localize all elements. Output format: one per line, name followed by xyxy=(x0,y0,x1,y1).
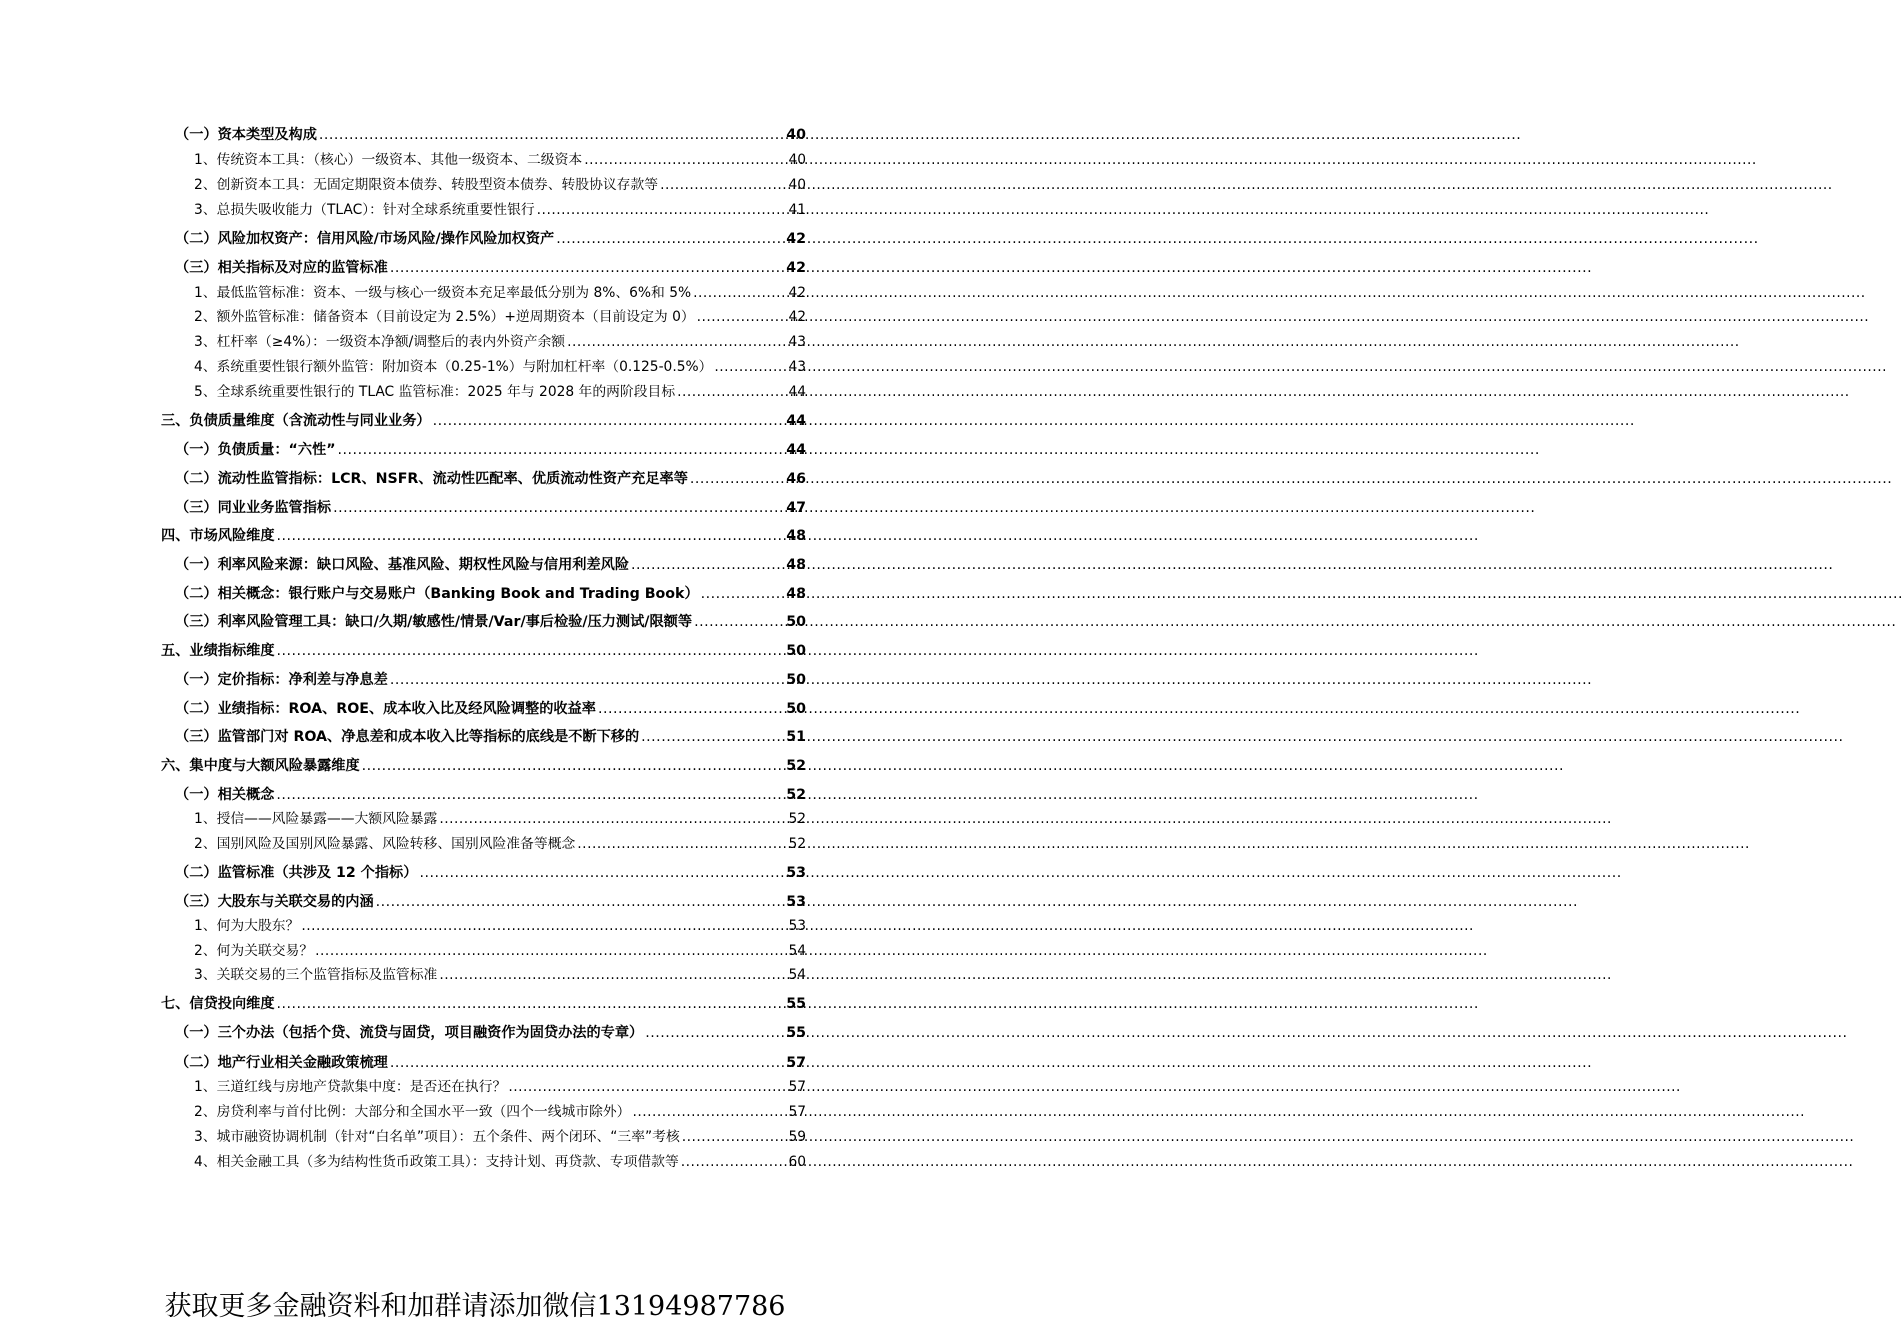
toc-entry-title: 1、三道红线与房地产贷款集中度：是否还在执行？ xyxy=(194,1079,507,1095)
toc-entry[interactable] xyxy=(161,640,806,660)
toc-leader-dots xyxy=(376,894,785,910)
toc-page-number: 51 xyxy=(786,729,806,745)
toc-page-number: 52 xyxy=(786,758,806,774)
toc-leader-dots xyxy=(690,471,784,487)
toc-leader-dots xyxy=(697,309,787,325)
toc-entry[interactable] xyxy=(175,583,806,603)
toc-entry-title: 4、系统重要性银行额外监管：附加资本（0.25-1%）与附加杠杆率（0.125-0.5%） xyxy=(194,359,713,375)
toc-entry[interactable] xyxy=(175,124,806,144)
toc-leader-dots xyxy=(277,528,785,544)
toc-page-number: 42 xyxy=(788,309,806,325)
toc-leader-dots xyxy=(694,614,784,630)
toc-leader-dots xyxy=(631,557,784,573)
toc-entry-title: 2、国别风险及国别风险暴露、风险转移、国别风险准备等概念 xyxy=(194,836,576,852)
toc-entry-title: 3、杠杆率（≥4%）：一级资本净额/调整后的表内外资产余额 xyxy=(194,334,566,350)
toc-entry-title: （一）资本类型及构成 xyxy=(175,127,317,143)
toc-entry[interactable] xyxy=(175,439,806,459)
toc-entry[interactable] xyxy=(194,914,806,934)
toc-page-number: 48 xyxy=(786,586,806,602)
toc-leader-dots xyxy=(598,701,784,717)
toc-entry-title: 3、总损失吸收能力（TLAC）：针对全球系统重要性银行 xyxy=(194,202,535,218)
toc-entry[interactable] xyxy=(194,807,806,827)
toc-leader-dots xyxy=(681,1154,787,1170)
toc-entry-title: 2、何为关联交易？ xyxy=(194,943,314,959)
toc-page-number: 42 xyxy=(788,285,806,301)
toc-leader-dots xyxy=(537,202,787,218)
toc-leader-dots xyxy=(419,865,784,881)
toc-page-number: 52 xyxy=(788,836,806,852)
toc-entry-title: 1、最低监管标准：资本、一级与核心一级资本充足率最低分别为 8%、6%和 5% xyxy=(194,285,692,301)
toc-entry-title: 2、额外监管标准：储备资本（目前设定为 2.5%）+逆周期资本（目前设定为 0） xyxy=(194,309,695,325)
toc-page-number: 52 xyxy=(786,787,806,803)
toc-entry-title: （二）地产行业相关金融政策梳理 xyxy=(175,1055,388,1071)
toc-entry[interactable] xyxy=(194,305,806,325)
toc-leader-dots xyxy=(682,1129,787,1145)
toc-entry-title: （三）利率风险管理工具：缺口/久期/敏感性/情景/Var/事后检验/压力测试/限额等 xyxy=(175,614,693,630)
toc-page-number: 41 xyxy=(788,202,806,218)
toc-entry[interactable] xyxy=(175,669,806,689)
toc-page-number: 54 xyxy=(788,943,806,959)
toc-page-number: 40 xyxy=(786,127,806,143)
toc-entry-title: 2、创新资本工具：无固定期限资本债券、转股型资本债券、转股协议存款等 xyxy=(194,177,659,193)
toc-leader-dots xyxy=(277,996,785,1012)
toc-entry[interactable] xyxy=(194,1100,806,1120)
toc-entry-title: 1、传统资本工具：（核心）一级资本、其他一级资本、二级资本 xyxy=(194,152,583,168)
toc-page-number: 57 xyxy=(786,1055,806,1071)
toc-entry-title: （三）监管部门对 ROA、净息差和成本收入比等指标的底线是不断下移的 xyxy=(175,729,640,745)
toc-leader-dots xyxy=(645,1025,784,1041)
toc-entry[interactable] xyxy=(175,891,806,911)
toc-entry-title: （三）相关指标及对应的监管标准 xyxy=(175,260,388,276)
toc-page-number: 57 xyxy=(788,1079,806,1095)
toc-entry-title: 4、相关金融工具（多为结构性货币政策工具）：支持计划、再贷款、专项借款等 xyxy=(194,1154,679,1170)
toc-page-number: 50 xyxy=(786,643,806,659)
toc-leader-dots xyxy=(277,643,785,659)
toc-page-number: 43 xyxy=(788,334,806,350)
toc-entry-title: 1、授信——风险暴露——大额风险暴露 xyxy=(194,811,438,827)
toc-entry-title: （三）同业业务监管指标 xyxy=(175,500,332,516)
toc-leader-dots xyxy=(439,811,786,827)
toc-entry-title: （二）业绩指标：ROA、ROE、成本收入比及经风险调整的收益率 xyxy=(175,701,596,717)
toc-leader-dots xyxy=(577,836,786,852)
toc-page-number: 44 xyxy=(788,384,806,400)
toc-entry[interactable] xyxy=(175,1052,806,1072)
toc-page-number: 40 xyxy=(788,177,806,193)
toc-entry-title: 三、负债质量维度（含流动性与同业业务） xyxy=(161,413,431,429)
toc-leader-dots xyxy=(584,152,786,168)
toc-entry[interactable] xyxy=(161,525,806,545)
toc-entry[interactable] xyxy=(175,862,806,882)
toc-entry-title: 七、信贷投向维度 xyxy=(161,996,275,1012)
toc-page-number: 53 xyxy=(786,865,806,881)
toc-entry[interactable] xyxy=(175,784,806,804)
toc-entry-title: 五、业绩指标维度 xyxy=(161,643,275,659)
toc-entry-title: （一）三个办法（包括个贷、流贷与固贷，项目融资作为固贷办法的专章） xyxy=(175,1025,644,1041)
toc-leader-dots xyxy=(390,260,784,276)
toc-page-number: 53 xyxy=(788,918,806,934)
toc-page-number: 46 xyxy=(786,471,806,487)
toc-entry[interactable] xyxy=(175,468,806,488)
toc-entry[interactable] xyxy=(161,993,806,1013)
toc-entry[interactable] xyxy=(194,1150,806,1170)
toc-leader-dots xyxy=(660,177,786,193)
toc-entry-title: 六、集中度与大额风险暴露维度 xyxy=(161,758,360,774)
toc-entry[interactable] xyxy=(175,497,806,517)
toc-entry-title: 3、城市融资协调机制（针对“白名单”项目）：五个条件、两个闭环、“三率”考核 xyxy=(194,1129,680,1145)
toc-leader-dots xyxy=(390,672,784,688)
toc-entry[interactable] xyxy=(194,148,806,168)
toc-page-number: 54 xyxy=(788,967,806,983)
toc-page-number: 55 xyxy=(786,996,806,1012)
toc-leader-dots xyxy=(641,729,784,745)
toc-entry[interactable] xyxy=(194,198,806,218)
toc-entry-title: 1、何为大股东？ xyxy=(194,918,300,934)
toc-entry-title: （二）相关概念：银行账户与交易账户（Banking Book and Trading Book） xyxy=(175,586,699,602)
toc-entry-title: （二）监管标准（共涉及 12 个指标） xyxy=(175,865,418,881)
toc-entry-title: 四、市场风险维度 xyxy=(161,528,275,544)
toc-leader-dots xyxy=(362,758,785,774)
toc-entry[interactable] xyxy=(161,410,806,430)
toc-leader-dots xyxy=(693,285,786,301)
toc-entry[interactable] xyxy=(194,330,806,350)
toc-page-number: 50 xyxy=(786,701,806,717)
toc-leader-dots xyxy=(390,1055,784,1071)
toc-entry-title: 5、全球系统重要性银行的 TLAC 监管标准：2025 年与 2028 年的两阶段目标 xyxy=(194,384,676,400)
toc-leader-dots xyxy=(433,413,785,429)
toc-page-number: 42 xyxy=(786,260,806,276)
toc-entry[interactable] xyxy=(175,554,806,574)
toc-entry[interactable] xyxy=(194,963,806,983)
toc-entry[interactable] xyxy=(175,1022,806,1042)
toc-entry-title: （一）定价指标：净利差与净息差 xyxy=(175,672,388,688)
table-of-contents xyxy=(0,0,950,1200)
toc-entry[interactable] xyxy=(194,355,806,375)
toc-leader-dots xyxy=(319,127,784,143)
toc-page-number: 59 xyxy=(788,1129,806,1145)
toc-entry[interactable] xyxy=(175,257,806,277)
toc-leader-dots xyxy=(556,231,784,247)
toc-entry[interactable] xyxy=(161,755,806,775)
toc-entry[interactable] xyxy=(194,380,806,400)
toc-page-number: 42 xyxy=(786,231,806,247)
toc-entry-title: （二）流动性监管指标：LCR、NSFR、流动性匹配率、优质流动性资产充足率等 xyxy=(175,471,688,487)
toc-page-number: 57 xyxy=(788,1104,806,1120)
toc-page-number: 60 xyxy=(788,1154,806,1170)
toc-leader-dots xyxy=(333,500,784,516)
toc-page-number: 47 xyxy=(786,500,806,516)
toc-leader-dots xyxy=(315,943,786,959)
toc-page-number: 52 xyxy=(788,811,806,827)
toc-page-number: 43 xyxy=(788,359,806,375)
toc-leader-dots xyxy=(301,918,786,934)
toc-page-number: 50 xyxy=(786,614,806,630)
toc-entry-title: （二）风险加权资产：信用风险/市场风险/操作风险加权资产 xyxy=(175,231,555,247)
toc-page-number: 40 xyxy=(788,152,806,168)
toc-entry[interactable] xyxy=(194,1075,806,1095)
toc-page-number: 44 xyxy=(786,413,806,429)
toc-entry[interactable] xyxy=(175,698,806,718)
toc-page-number: 55 xyxy=(786,1025,806,1041)
toc-entry[interactable] xyxy=(194,173,806,193)
toc-entry[interactable] xyxy=(175,726,806,746)
toc-page-number: 44 xyxy=(786,442,806,458)
toc-leader-dots xyxy=(338,442,785,458)
footer-banner: 获取更多金融资料和加群请添加微信13194987786 xyxy=(164,1291,786,1322)
toc-entry[interactable] xyxy=(194,1125,806,1145)
toc-leader-dots xyxy=(567,334,786,350)
toc-leader-dots xyxy=(508,1079,786,1095)
toc-page-number: 50 xyxy=(786,672,806,688)
toc-entry[interactable] xyxy=(175,611,806,631)
toc-entry[interactable] xyxy=(175,228,806,248)
toc-page-number: 48 xyxy=(786,528,806,544)
toc-entry[interactable] xyxy=(194,832,806,852)
toc-page-number: 48 xyxy=(786,557,806,573)
toc-entry[interactable] xyxy=(194,281,806,301)
toc-page-number: 53 xyxy=(786,894,806,910)
toc-leader-dots xyxy=(677,384,786,400)
toc-leader-dots xyxy=(276,787,784,803)
toc-leader-dots xyxy=(714,359,786,375)
toc-entry[interactable] xyxy=(194,939,806,959)
toc-leader-dots xyxy=(632,1104,786,1120)
toc-entry-title: 2、房贷利率与首付比例：大部分和全国水平一致（四个一线城市除外） xyxy=(194,1104,631,1120)
toc-entry-title: （一）负债质量：“六性” xyxy=(175,442,336,458)
toc-entry-title: （一）利率风险来源：缺口风险、基准风险、期权性风险与信用利差风险 xyxy=(175,557,630,573)
toc-leader-dots xyxy=(439,967,786,983)
toc-leader-dots xyxy=(701,586,785,602)
toc-entry-title: 3、关联交易的三个监管指标及监管标准 xyxy=(194,967,438,983)
toc-entry-title: （三）大股东与关联交易的内涵 xyxy=(175,894,374,910)
toc-entry-title: （一）相关概念 xyxy=(175,787,275,803)
